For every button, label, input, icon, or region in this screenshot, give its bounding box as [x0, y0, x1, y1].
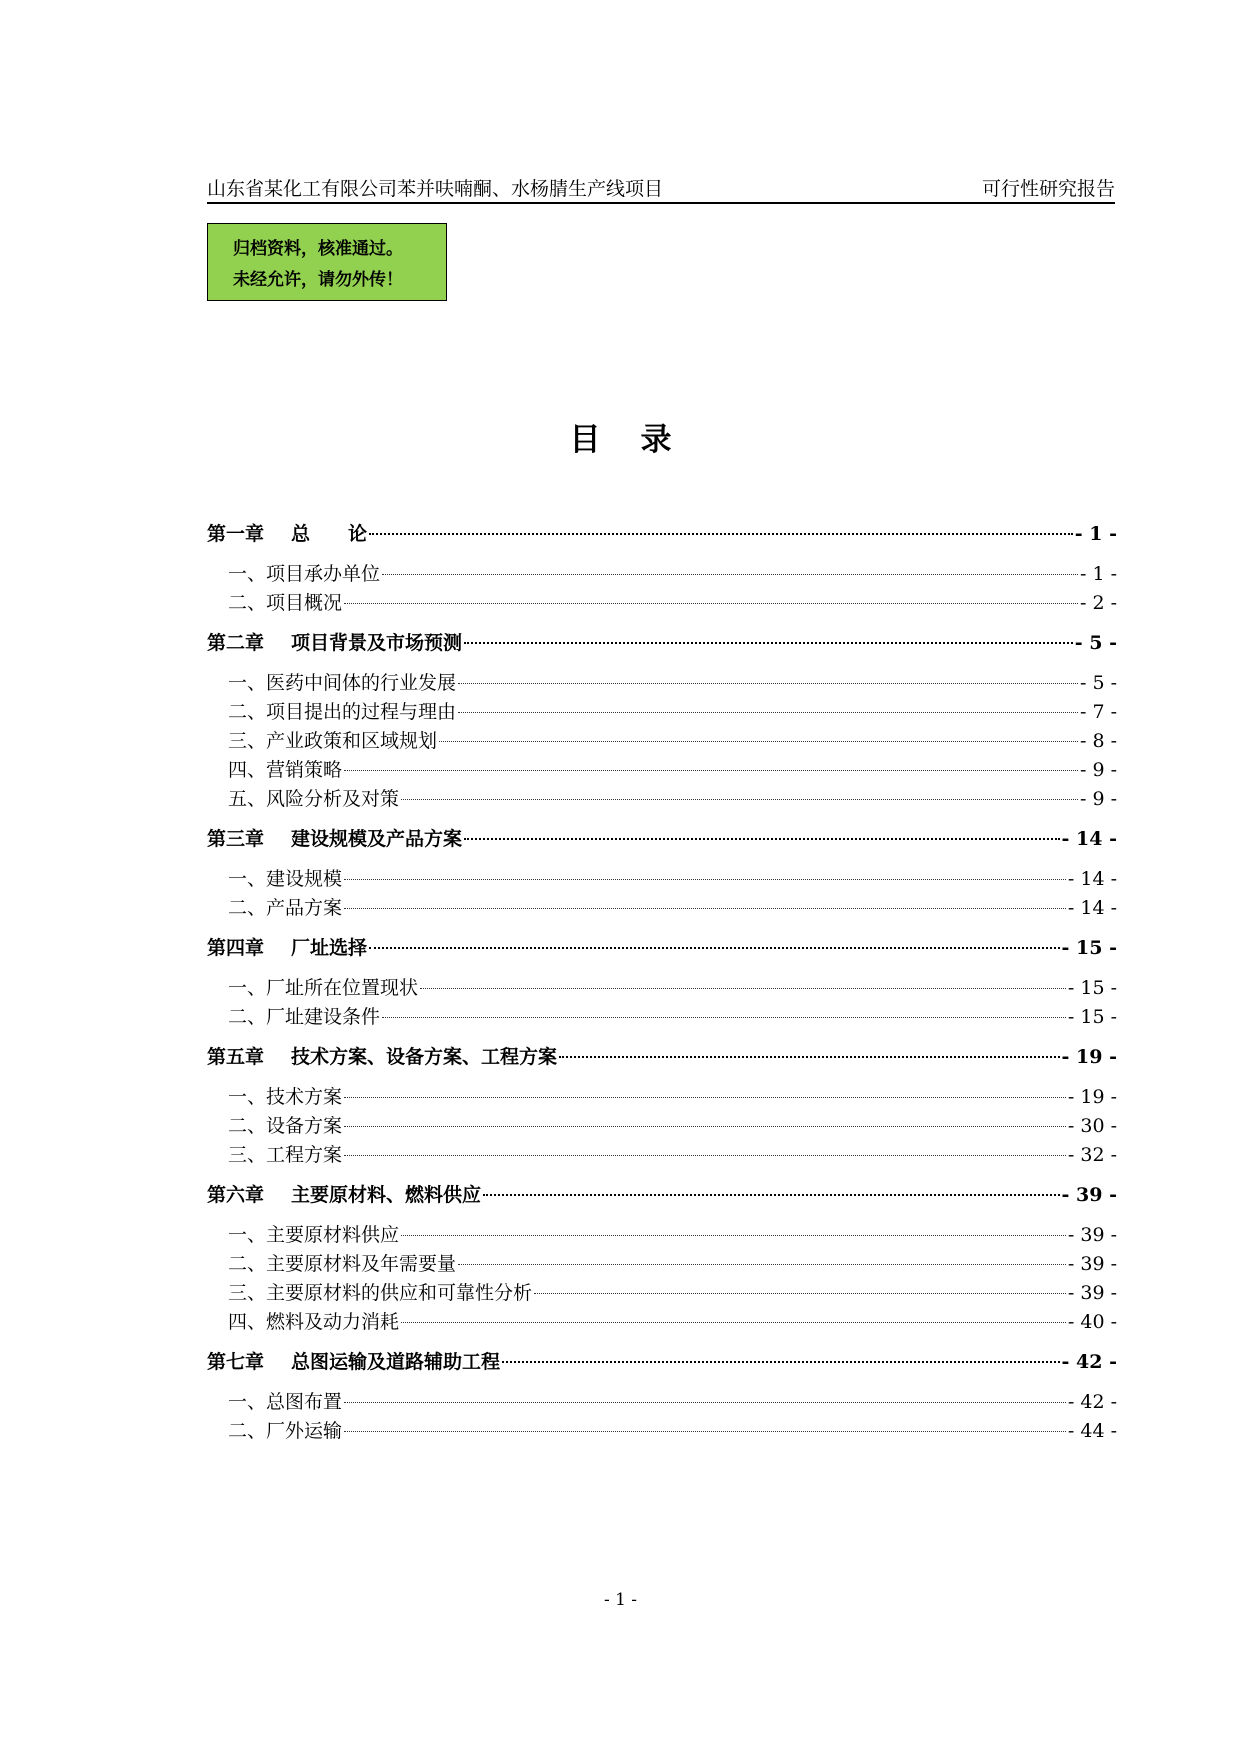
toc-chapter-entry[interactable] [207, 520, 1117, 548]
toc-section-entry[interactable] [207, 589, 1117, 617]
toc-entry-label [207, 825, 462, 853]
toc-chapter-number: 第七章 [207, 1351, 265, 1373]
toc-entry-label [207, 629, 462, 657]
toc-page-number: - 15 - [1067, 977, 1117, 999]
toc-entry-label [207, 1348, 500, 1376]
toc-chapter-title: 总图运输及道路辅助工程 [291, 1351, 501, 1373]
toc-page-number: - 7 - [1079, 701, 1117, 723]
toc-page-number: - 1 - [1074, 523, 1117, 545]
toc-entry-label: 三、工程方案 [228, 1144, 343, 1166]
page-header [207, 176, 1115, 204]
toc-entry-label: 三、主要原材料的供应和可靠性分析 [228, 1282, 533, 1304]
toc-page-number: - 14 - [1067, 897, 1117, 919]
toc-entry-label [207, 520, 367, 548]
toc-chapter-number: 第二章 [207, 632, 265, 654]
toc-dot-leader [464, 838, 1060, 840]
toc-dot-leader [458, 712, 1078, 713]
toc-entry-label [207, 1181, 481, 1209]
toc-section-entry[interactable] [207, 1250, 1117, 1278]
toc-page-number: - 2 - [1079, 592, 1117, 614]
toc-section-entry[interactable] [207, 727, 1117, 755]
toc-chapter-title: 主要原材料、燃料供应 [291, 1184, 482, 1206]
toc-dot-leader [344, 1097, 1066, 1098]
toc-dot-leader [369, 947, 1060, 949]
toc-dot-leader [369, 533, 1073, 535]
toc-page-number: - 39 - [1067, 1224, 1117, 1246]
toc-section-entry[interactable] [207, 756, 1117, 784]
toc-entry-label: 一、技术方案 [228, 1086, 343, 1108]
toc-entry-label: 二、主要原材料及年需要量 [228, 1253, 457, 1275]
toc-chapter-number: 第四章 [207, 937, 265, 959]
toc-entry-label [207, 934, 367, 962]
toc-section-entry[interactable] [207, 865, 1117, 893]
toc-dot-leader [344, 1402, 1066, 1403]
toc-chapter-title: 建设规模及产品方案 [291, 828, 463, 850]
toc-dot-leader [344, 1126, 1066, 1127]
toc-section-entry[interactable] [207, 1083, 1117, 1111]
toc-page-number: - 5 - [1074, 632, 1117, 654]
toc-page-number: - 8 - [1079, 730, 1117, 752]
toc-chapter-entry[interactable] [207, 629, 1117, 657]
toc-entry-label: 二、项目提出的过程与理由 [228, 701, 457, 723]
toc-dot-leader [344, 603, 1078, 604]
header-report-type: 可行性研究报告 [981, 178, 1115, 200]
toc-entry-label: 一、厂址所在位置现状 [228, 977, 419, 999]
toc-page-number: - 32 - [1067, 1144, 1117, 1166]
toc-entry-label: 一、主要原材料供应 [228, 1224, 400, 1246]
toc-entry-label: 二、产品方案 [228, 897, 343, 919]
toc-section-entry[interactable] [207, 974, 1117, 1002]
toc-chapter-title: 技术方案、设备方案、工程方案 [291, 1046, 558, 1068]
toc-dot-leader [559, 1056, 1060, 1058]
toc-entry-label: 一、总图布置 [228, 1391, 343, 1413]
toc-page-number: - 42 - [1067, 1391, 1117, 1413]
archive-stamp [207, 223, 447, 301]
toc-section-entry[interactable] [207, 1388, 1117, 1416]
toc-page-number: - 39 - [1067, 1282, 1117, 1304]
toc-dot-leader [420, 988, 1066, 989]
toc-dot-leader [458, 1264, 1066, 1265]
toc-dot-leader [464, 642, 1073, 644]
toc-section-entry[interactable] [207, 1141, 1117, 1169]
toc-entry-label: 一、项目承办单位 [228, 563, 381, 585]
toc-page-number: - 42 - [1061, 1351, 1117, 1373]
toc-page-number: - 30 - [1067, 1115, 1117, 1137]
toc-entry-label: 二、设备方案 [228, 1115, 343, 1137]
toc-chapter-entry[interactable] [207, 934, 1117, 962]
toc-chapter-entry[interactable] [207, 1043, 1117, 1071]
header-project-title: 山东省某化工有限公司苯并呋喃酮、水杨腈生产线项目 [207, 178, 664, 200]
toc-dot-leader [382, 1017, 1066, 1018]
toc-page-number: - 9 - [1079, 788, 1117, 810]
toc-chapter-entry[interactable] [207, 1181, 1117, 1209]
toc-entry-label: 一、建设规模 [228, 868, 343, 890]
toc-dot-leader [344, 770, 1078, 771]
toc-chapter-number: 第三章 [207, 828, 265, 850]
toc-dot-leader [458, 683, 1078, 684]
toc-dot-leader [502, 1361, 1060, 1363]
toc-entry-label: 二、厂外运输 [228, 1420, 343, 1442]
toc-dot-leader [344, 1431, 1066, 1432]
toc-page-number: - 15 - [1061, 937, 1117, 959]
toc-section-entry[interactable] [207, 785, 1117, 813]
toc-page-number: - 14 - [1061, 828, 1117, 850]
toc-entry-label: 二、厂址建设条件 [228, 1006, 381, 1028]
page-number: - 1 - [603, 1590, 638, 1610]
toc-dot-leader [344, 1155, 1066, 1156]
toc-chapter-entry[interactable] [207, 1348, 1117, 1376]
toc-dot-leader [401, 799, 1078, 800]
toc-page-number: - 5 - [1079, 672, 1117, 694]
toc-dot-leader [439, 741, 1078, 742]
toc-entry-label: 四、燃料及动力消耗 [228, 1311, 400, 1333]
toc-page-number: - 15 - [1067, 1006, 1117, 1028]
toc-entry-label: 四、营销策略 [228, 759, 343, 781]
toc-section-entry[interactable] [207, 1221, 1117, 1249]
toc-page-number: - 39 - [1067, 1253, 1117, 1275]
toc-entry-label [207, 1043, 557, 1071]
toc-entry-label: 三、产业政策和区域规划 [228, 730, 438, 752]
toc-page-number: - 9 - [1079, 759, 1117, 781]
toc-section-entry[interactable] [207, 1003, 1117, 1031]
toc-section-entry[interactable] [207, 698, 1117, 726]
toc-page-number: - 44 - [1067, 1420, 1117, 1442]
toc-section-entry[interactable] [207, 1112, 1117, 1140]
toc-section-entry[interactable] [207, 560, 1117, 588]
toc-entry-label: 二、项目概况 [228, 592, 343, 614]
toc-dot-leader [344, 879, 1066, 880]
toc-title: 目录 [569, 422, 712, 458]
toc-dot-leader [382, 574, 1078, 575]
toc-page-number: - 40 - [1067, 1311, 1117, 1333]
stamp-line-1: 归档资料，核准通过。 [233, 239, 403, 259]
toc-dot-leader [483, 1194, 1060, 1196]
toc-chapter-title: 项目背景及市场预测 [291, 632, 463, 654]
toc-entry-label: 五、风险分析及对策 [228, 788, 400, 810]
toc-section-entry[interactable] [207, 669, 1117, 697]
toc-page-number: - 14 - [1067, 868, 1117, 890]
stamp-line-2: 未经允许，请勿外传！ [233, 270, 403, 290]
toc-page-number: - 19 - [1061, 1046, 1117, 1068]
toc-section-entry[interactable] [207, 1279, 1117, 1307]
toc-dot-leader [401, 1235, 1066, 1236]
toc-entry-label: 一、医药中间体的行业发展 [228, 672, 457, 694]
toc-chapter-number: 第五章 [207, 1046, 265, 1068]
toc-chapter-title: 厂址选择 [291, 937, 368, 959]
toc-chapter-title: 总 论 [291, 523, 368, 545]
toc-dot-leader [534, 1293, 1066, 1294]
toc-page-number: - 1 - [1079, 563, 1117, 585]
toc-section-entry[interactable] [207, 1308, 1117, 1336]
toc-page-number: - 39 - [1061, 1184, 1117, 1206]
toc-section-entry[interactable] [207, 1417, 1117, 1445]
toc-chapter-entry[interactable] [207, 825, 1117, 853]
toc-chapter-number: 第六章 [207, 1184, 265, 1206]
toc-dot-leader [344, 908, 1066, 909]
toc-page-number: - 19 - [1067, 1086, 1117, 1108]
toc-chapter-number: 第一章 [207, 523, 265, 545]
toc-section-entry[interactable] [207, 894, 1117, 922]
toc-dot-leader [401, 1322, 1066, 1323]
